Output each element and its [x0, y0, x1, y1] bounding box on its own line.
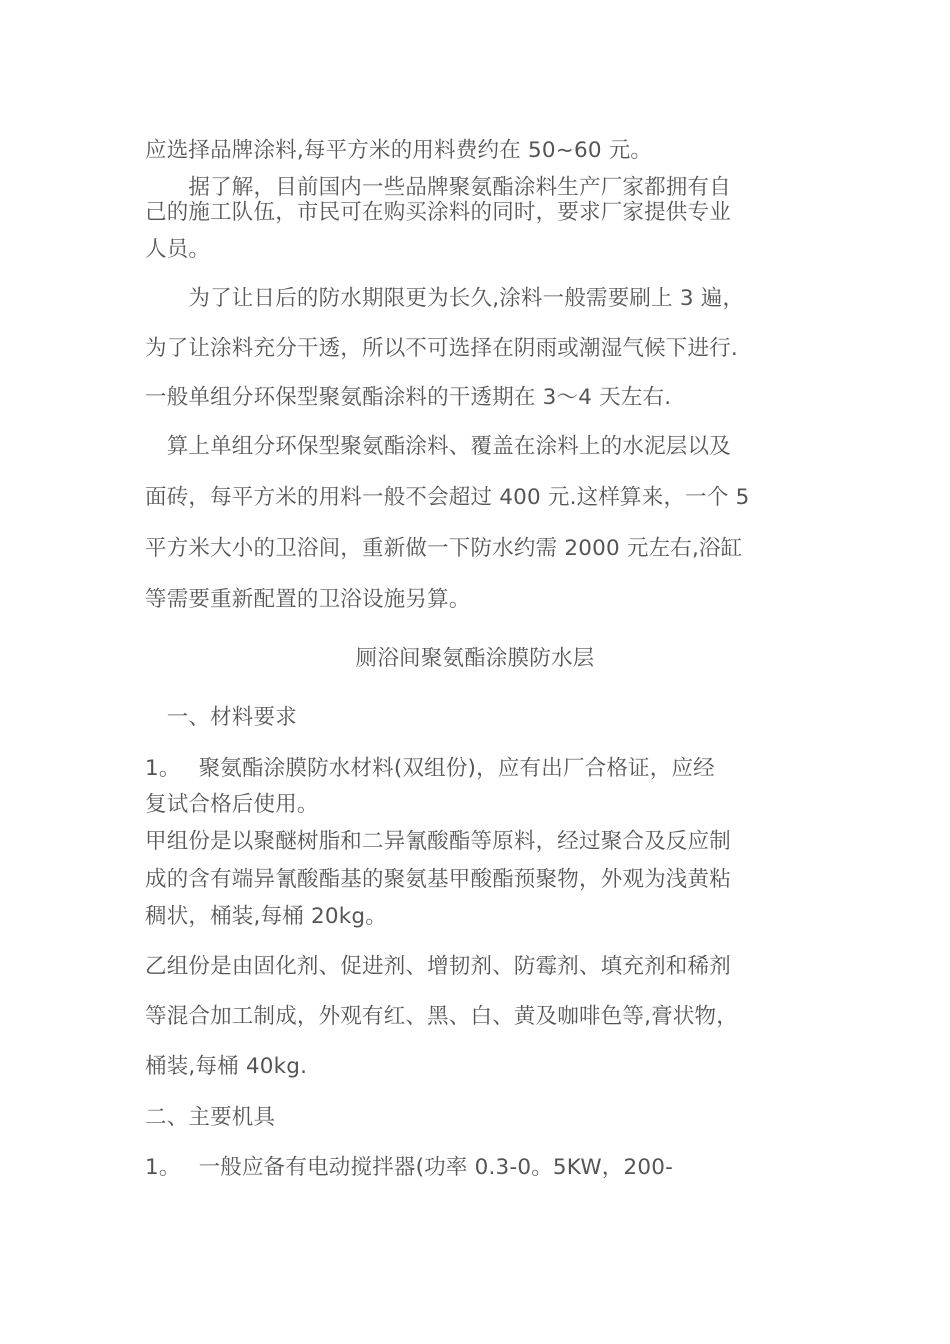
text-line: 桶装,每桶 40kg. [145, 1054, 308, 1079]
text-line: 等需要重新配置的卫浴设施另算。 [145, 587, 471, 612]
text-line: 甲组份是以聚醚树脂和二异氰酸酯等原料，经过聚合及反应制 [145, 829, 731, 854]
text-line: 为了让日后的防水期限更为长久,涂料一般需要刷上 3 遍， [145, 286, 745, 311]
text-line: 据了解，目前国内一些品牌聚氨酯涂料生产厂家都拥有自 [145, 175, 731, 200]
text-line: 为了让涂料充分干透，所以不可选择在阴雨或潮湿气候下进行. [145, 336, 738, 361]
text-line: 人员。 [145, 237, 211, 262]
text-line: 乙组份是由固化剂、促进剂、增韧剂、防霉剂、填充剂和稀剂 [145, 954, 731, 979]
text-line: 平方米大小的卫浴间，重新做一下防水约需 2000 元左右,浴缸 [145, 536, 743, 561]
text-line: 1。 一般应备有电动搅拌器(功率 0.3-0。5KW，200- [145, 1155, 674, 1180]
text-line: 应选择品牌涂料,每平方米的用料费约在 50~60 元。 [145, 138, 653, 163]
section-heading: 二、主要机具 [145, 1105, 276, 1130]
text-line: 己的施工队伍，市民可在购买涂料的同时，要求厂家提供专业 [145, 200, 731, 225]
section-title: 厕浴间聚氨酯涂膜防水层 [355, 646, 595, 671]
text-line: 1。 聚氨酯涂膜防水材料(双组份)，应有出厂合格证，应经 [145, 756, 715, 781]
text-line: 复试合格后使用。 [145, 792, 319, 817]
text-line: 等混合加工制成，外观有红、黑、白、黄及咖啡色等,膏状物， [145, 1004, 738, 1029]
text-line: 算上单组分环保型聚氨酯涂料、覆盖在涂料上的水泥层以及 [145, 434, 731, 459]
text-line: 面砖，每平方米的用料一般不会超过 400 元.这样算来，一个 5 [145, 485, 750, 510]
section-heading: 一、材料要求 [145, 705, 297, 730]
text-line: 稠状，桶装,每桶 20kg。 [145, 904, 387, 929]
text-line: 一般单组分环保型聚氨酯涂料的干透期在 3～4 天左右. [145, 385, 672, 410]
text-line: 成的含有端异氰酸酯基的聚氨基甲酸酯预聚物，外观为浅黄粘 [145, 867, 731, 892]
